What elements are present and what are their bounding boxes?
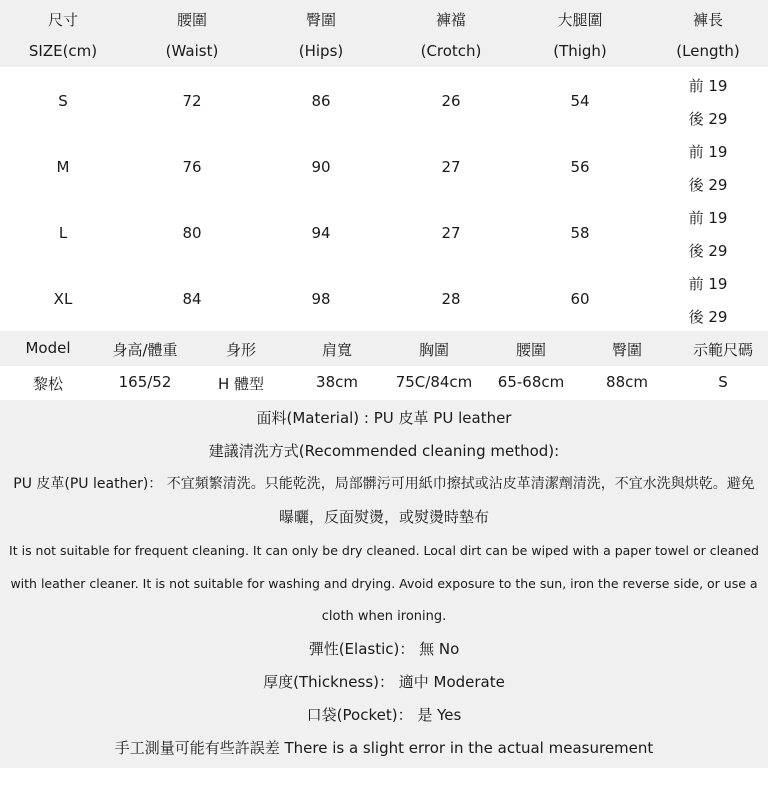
cleaning-title: 建議清洗方式(Recommended cleaning method): xyxy=(208,442,560,460)
crotch-cell: 27 xyxy=(441,158,461,176)
hips-cell: 90 xyxy=(311,158,331,176)
header-length-en: (Length) xyxy=(676,42,740,60)
cleaning-en-line-1: It is not suitable for frequent cleaning. It can only be dry cleaned. Local dirt can be wiped with a paper towel or cleaned xyxy=(9,543,759,558)
height-weight-value: 165/52 xyxy=(118,373,172,391)
shoulder-header: 肩寬 xyxy=(321,341,353,359)
cleaning-en-line-2: with leather cleaner. It is not suitable for washing and drying. Avoid exposure to the sun, iron the reverse side, or use a xyxy=(10,576,758,591)
size-row-s xyxy=(0,67,768,133)
crotch-cell: 27 xyxy=(441,224,461,242)
height-weight-header: 身高/體重 xyxy=(112,341,178,359)
hips-header: 臀圍 xyxy=(611,341,643,359)
size-cell: M xyxy=(56,158,70,176)
thigh-cell: 58 xyxy=(570,224,590,242)
length-back-cell: 後 29 xyxy=(688,110,728,128)
waist-header: 腰圍 xyxy=(515,341,547,359)
body-shape-header: 身形 xyxy=(225,341,257,359)
cleaning-zh-line-2: 曝曬，反面熨燙，或熨燙時墊布 xyxy=(278,508,489,526)
material-note: 面料(Material) : PU 皮革 PU leather xyxy=(256,409,512,427)
waist-cell: 80 xyxy=(182,224,202,242)
model-table-header xyxy=(0,331,768,366)
header-size-en: SIZE(cm) xyxy=(28,42,98,60)
header-thigh-en: (Thigh) xyxy=(553,42,607,60)
shoulder-value: 38cm xyxy=(316,373,358,391)
size-cell: XL xyxy=(53,290,73,308)
length-back-cell: 後 29 xyxy=(688,176,728,194)
thigh-cell: 56 xyxy=(570,158,590,176)
hips-cell: 98 xyxy=(311,290,331,308)
waist-cell: 76 xyxy=(182,158,202,176)
size-cell: L xyxy=(58,224,68,242)
hips-value: 88cm xyxy=(606,373,648,391)
body-shape-value: H 體型 xyxy=(217,375,265,393)
measurement-disclaimer: 手工測量可能有些許誤差 There is a slight error in the actual measurement xyxy=(114,739,654,757)
demo-size-value: S xyxy=(718,373,728,391)
model-table-values xyxy=(0,366,768,400)
chest-value: 75C/84cm xyxy=(395,373,473,391)
hips-cell: 86 xyxy=(311,92,331,110)
header-size-zh: 尺寸 xyxy=(47,11,79,29)
elastic-note: 彈性(Elastic)： 無 No xyxy=(308,640,460,658)
length-back-cell: 後 29 xyxy=(688,308,728,326)
header-crotch-zh: 褲襠 xyxy=(435,11,467,29)
size-row-l xyxy=(0,199,768,265)
header-crotch-en: (Crotch) xyxy=(420,42,482,60)
size-row-m xyxy=(0,133,768,199)
cleaning-en-line-3: cloth when ironing. xyxy=(321,609,447,624)
product-notes xyxy=(0,400,768,768)
length-front-cell: 前 19 xyxy=(688,275,728,293)
crotch-cell: 26 xyxy=(441,92,461,110)
header-waist-en: (Waist) xyxy=(165,42,219,60)
crotch-cell: 28 xyxy=(441,290,461,308)
demo-size-header: 示範尺碼 xyxy=(692,341,754,359)
pocket-note: 口袋(Pocket)： 是 Yes xyxy=(306,706,462,724)
cleaning-zh-line-1: PU 皮革(PU leather)： 不宜頻繁清洗。只能乾洗，局部髒污可用紙巾擦拭或沾皮革清潔劑清洗，不宜水洗與烘乾。避免 xyxy=(13,476,755,492)
model-table xyxy=(0,331,768,400)
waist-cell: 72 xyxy=(182,92,202,110)
thigh-cell: 54 xyxy=(570,92,590,110)
size-row-xl xyxy=(0,265,768,331)
size-table-header xyxy=(0,0,768,67)
header-length-zh: 褲長 xyxy=(692,11,724,29)
length-front-cell: 前 19 xyxy=(688,77,728,95)
waist-cell: 84 xyxy=(182,290,202,308)
thigh-cell: 60 xyxy=(570,290,590,308)
hips-cell: 94 xyxy=(311,224,331,242)
length-front-cell: 前 19 xyxy=(688,143,728,161)
header-hips-zh: 臀圍 xyxy=(305,11,337,29)
length-front-cell: 前 19 xyxy=(688,209,728,227)
thickness-note: 厚度(Thickness)： 適中 Moderate xyxy=(263,673,505,691)
model-header: Model xyxy=(25,339,71,357)
header-thigh-zh: 大腿圍 xyxy=(557,11,603,29)
length-back-cell: 後 29 xyxy=(688,242,728,260)
size-table xyxy=(0,0,768,331)
size-cell: S xyxy=(58,92,68,110)
header-waist-zh: 腰圍 xyxy=(176,11,208,29)
waist-value: 65-68cm xyxy=(497,373,565,391)
model-name: 黎松 xyxy=(32,375,64,393)
chest-header: 胸圍 xyxy=(418,341,450,359)
header-hips-en: (Hips) xyxy=(298,42,344,60)
